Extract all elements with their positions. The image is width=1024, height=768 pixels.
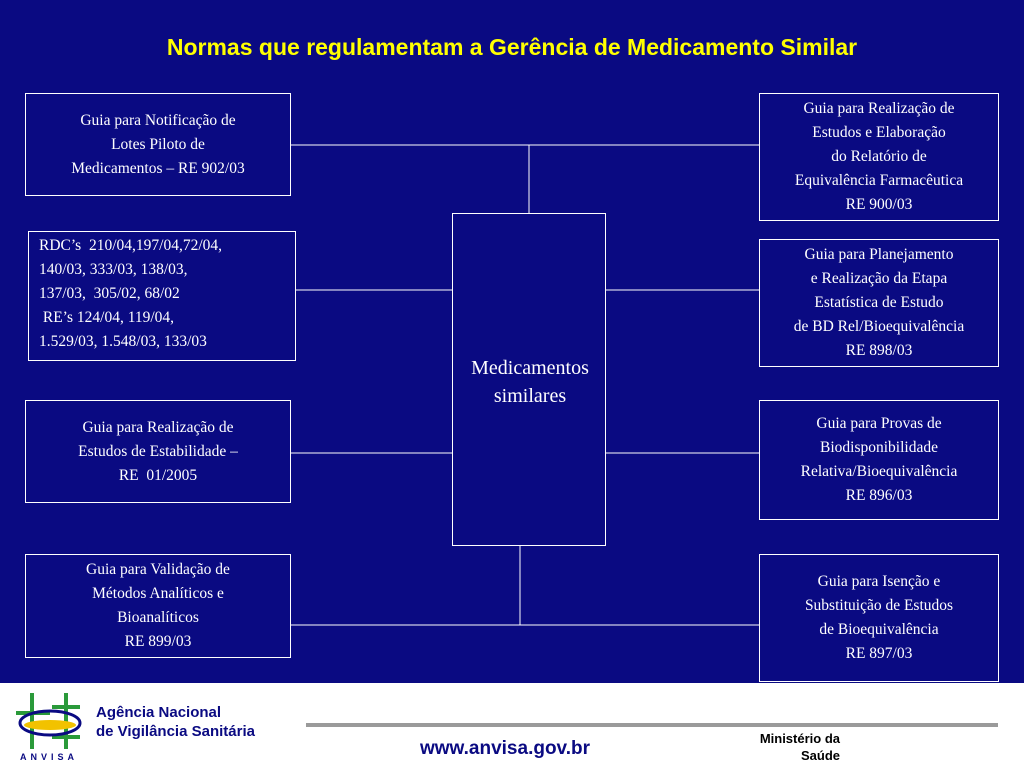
box-equivalencia-farmaceutica xyxy=(759,93,999,221)
box-lotes-piloto xyxy=(25,93,291,196)
hub-label xyxy=(440,354,620,410)
box-text-line: Guia para Provas de xyxy=(816,415,942,432)
box-rdcs xyxy=(28,231,296,361)
footer xyxy=(0,683,1024,768)
agency-line: de Vigilância Sanitária xyxy=(96,723,255,740)
box-text-line: Medicamentos – RE 902/03 xyxy=(71,159,245,177)
box-text-line: Guia para Realização de xyxy=(82,418,234,436)
box-text-line: Biodisponibilidade xyxy=(820,439,938,456)
box-text-line: Equivalência Farmacêutica xyxy=(794,172,964,189)
box-text-line: 137/03, 305/02, 68/02 xyxy=(39,285,180,302)
box-text-line: Estudos de Estabilidade – xyxy=(78,442,238,460)
ministry-line: Saúde xyxy=(800,748,840,763)
box-text-line: Lotes Piloto de xyxy=(111,135,205,153)
box-text-line: de Bioequivalência xyxy=(819,621,939,638)
box-biodisponibilidade xyxy=(759,400,999,520)
box-text-line: Guia para Realização de xyxy=(803,100,955,117)
agency-line: Agência Nacional xyxy=(96,704,222,721)
box-text-line: Guia para Planejamento xyxy=(804,246,954,263)
box-text-line: Métodos Analíticos e xyxy=(92,585,224,602)
box-text-line: RE 897/03 xyxy=(845,645,913,662)
box-text-line: RE 899/03 xyxy=(124,633,192,650)
box-text-line: Estudos e Elaboração xyxy=(812,124,946,141)
hub-text-line: similares xyxy=(493,385,567,407)
box-text-line: Guia para Notificação de xyxy=(80,111,236,129)
anvisa-logo-icon xyxy=(14,689,86,753)
box-text-line: RE 01/2005 xyxy=(118,466,198,484)
box-text-line: Substituição de Estudos xyxy=(804,597,954,614)
logo-text: ANVISA xyxy=(20,752,79,762)
slide-title: Normas que regulamentam a Gerência de Medicamento Similar xyxy=(166,34,858,60)
box-text-line: RE 896/03 xyxy=(845,487,913,504)
box-text-line: do Relatório de xyxy=(831,148,927,165)
box-text-line: 140/03, 333/03, 138/03, xyxy=(39,261,188,278)
ministry-line: Ministério da xyxy=(759,731,840,746)
box-text-line: de BD Rel/Bioequivalência xyxy=(793,318,965,335)
footer-divider xyxy=(306,723,998,727)
box-text-line: e Realização da Etapa xyxy=(810,270,948,287)
box-text-line: Estatística de Estudo xyxy=(814,294,944,311)
box-estabilidade xyxy=(25,400,291,503)
box-text-line: RE 898/03 xyxy=(845,342,913,359)
website-link[interactable]: www.anvisa.gov.br xyxy=(420,738,590,759)
agency-name xyxy=(96,703,255,741)
box-text-line: Guia para Validação de xyxy=(86,561,230,578)
hub-text-line: Medicamentos xyxy=(471,357,589,379)
box-validacao-metodos xyxy=(25,554,291,658)
box-text-line: RE 900/03 xyxy=(845,196,913,213)
box-etapa-estatistica xyxy=(759,239,999,367)
box-isencao-estudos xyxy=(759,554,999,682)
box-text-line: RDC’s 210/04,197/04,72/04, xyxy=(39,237,223,254)
box-text-line: Bioanalíticos xyxy=(117,609,199,626)
box-text-line: Guia para Isenção e xyxy=(817,573,941,590)
box-text-line: Relativa/Bioequivalência xyxy=(800,463,958,480)
ministry-name xyxy=(720,730,840,764)
box-text-line: 1.529/03, 1.548/03, 133/03 xyxy=(39,333,207,350)
box-text-line: RE’s 124/04, 119/04, xyxy=(39,309,175,326)
